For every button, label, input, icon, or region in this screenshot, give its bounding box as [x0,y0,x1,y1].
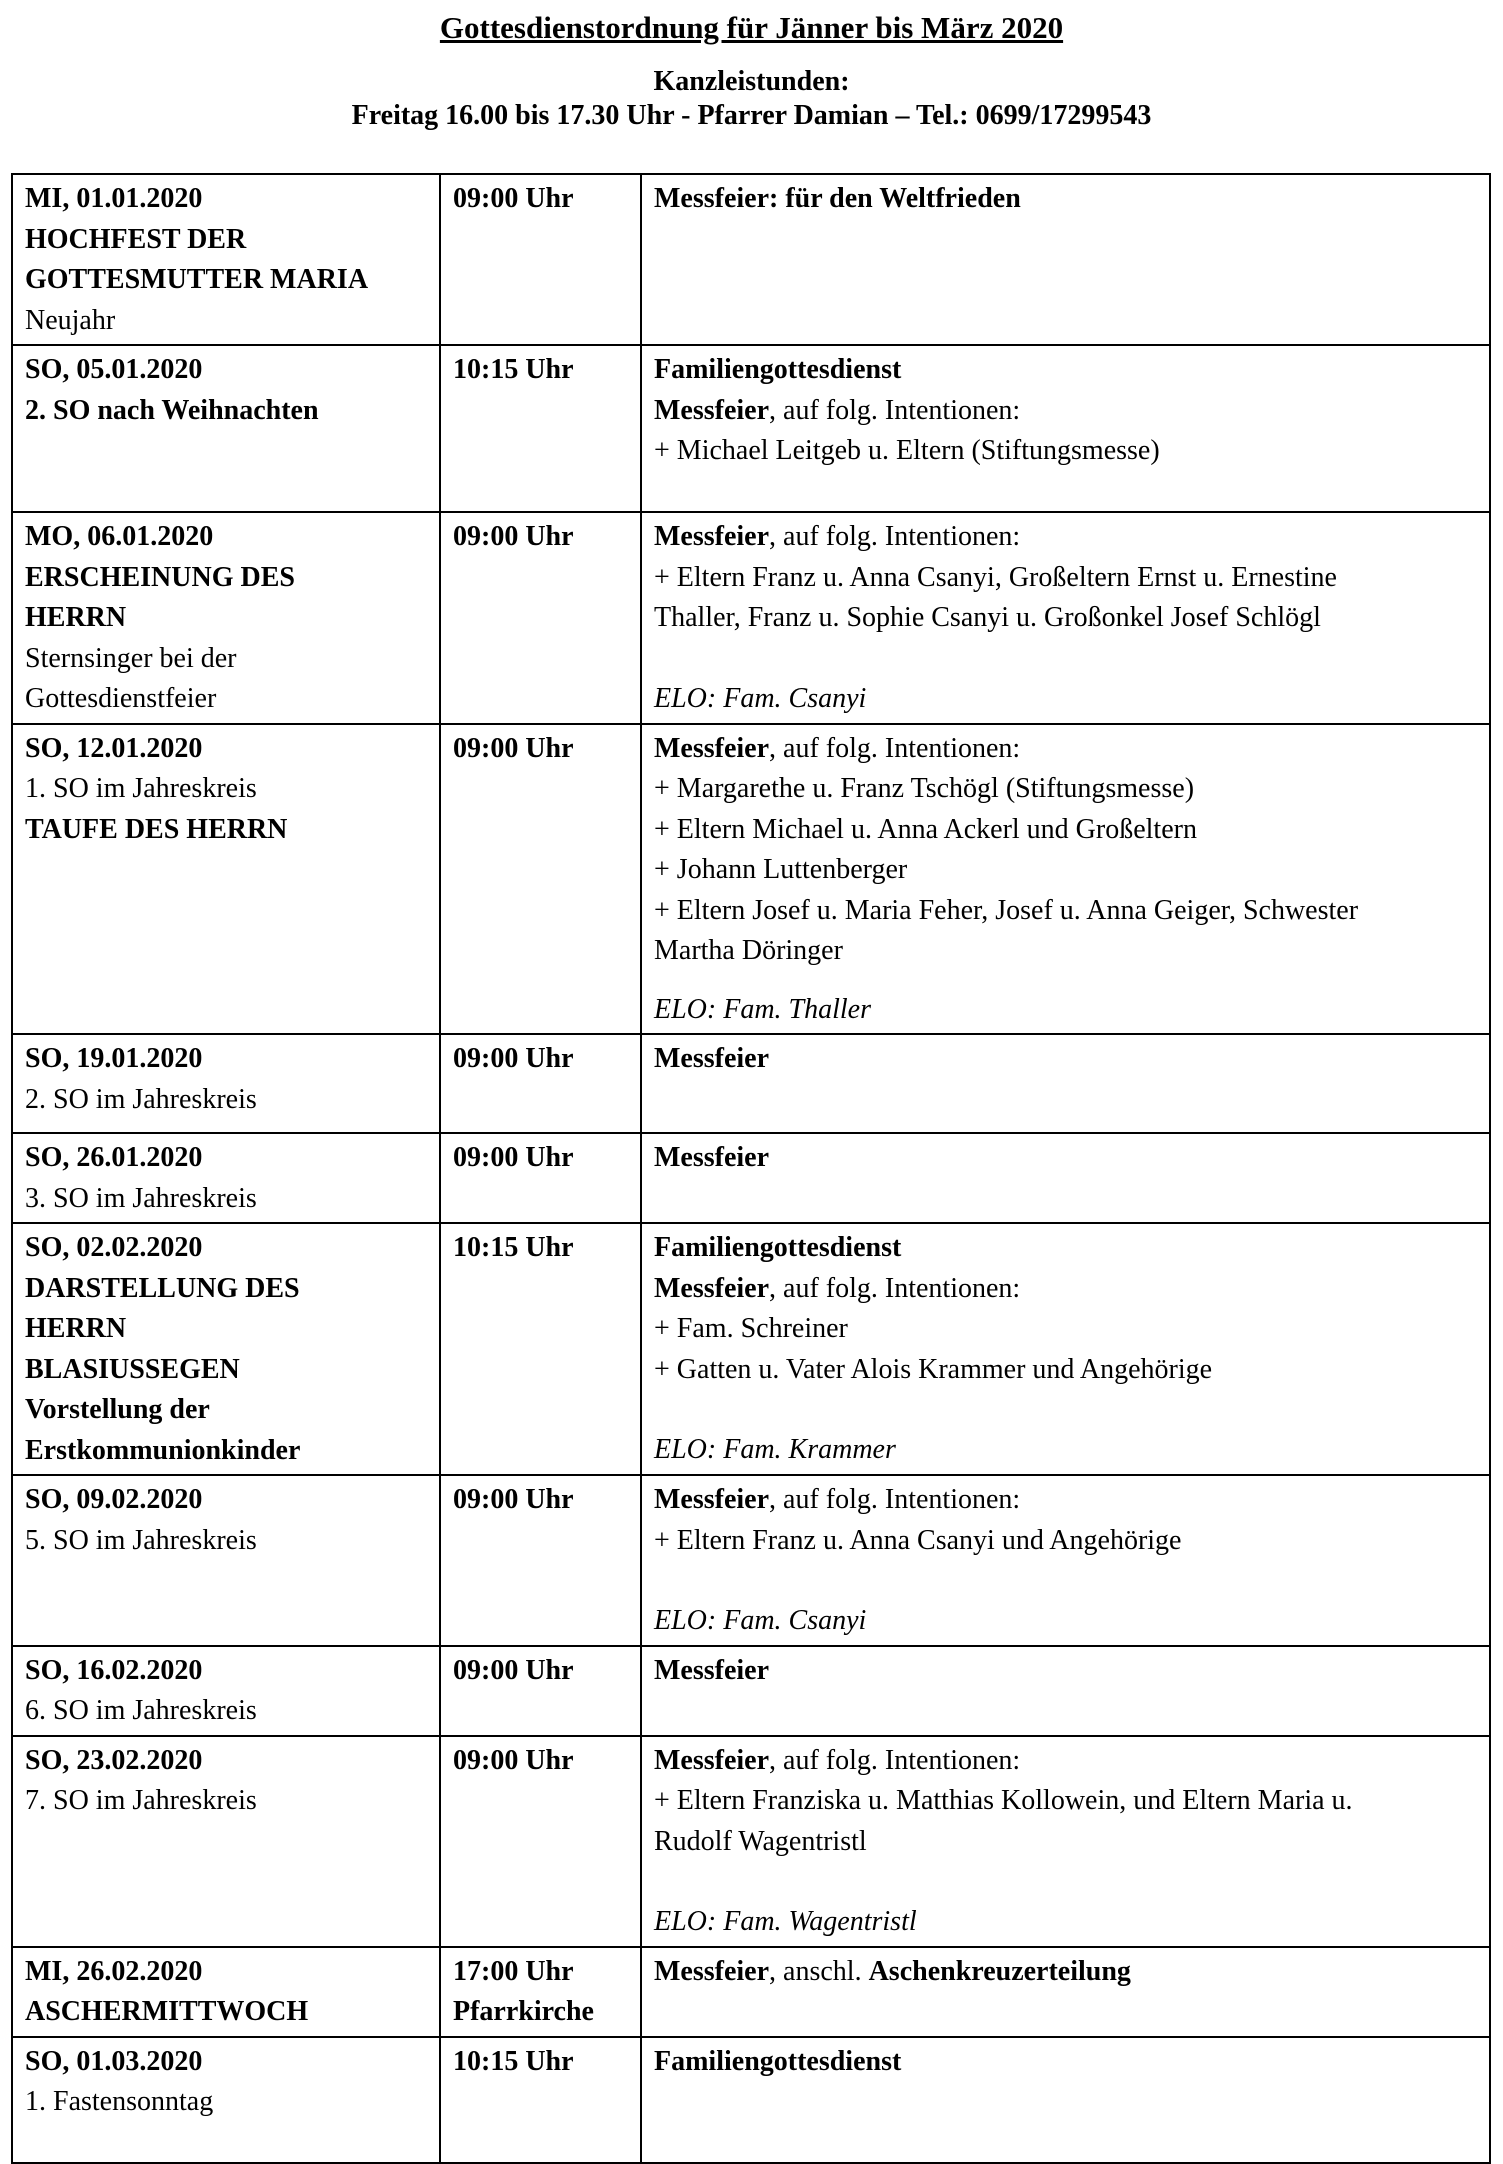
service-detail: , auf folg. Intentionen: [769,1272,1021,1304]
time: 09:00 Uhr [453,521,574,552]
table-row [12,1475,1490,1646]
service-title: Messfeier [654,1142,770,1173]
day-note: 5. SO im Jahreskreis [25,1524,257,1556]
date-cell [12,2037,440,2163]
intention: + Johann Luttenberger [654,854,908,885]
elo-note: ELO: Fam. Wagentristl [654,1906,917,1937]
service-title: Familiengottesdienst [654,2045,902,2077]
table-row [12,1947,1490,2037]
date: SO, 09.02.2020 [25,1484,203,1515]
service-detail: , auf folg. Intentionen: [769,1484,1021,1515]
service-type: Messfeier [654,1955,770,1987]
date: SO, 26.01.2020 [25,1142,203,1173]
time: 10:15 Uhr [453,2045,574,2077]
elo-note: ELO: Fam. Krammer [654,1434,896,1465]
date: SO, 01.03.2020 [25,2045,203,2077]
intention: Martha Döringer [654,935,843,966]
time-cell [440,345,641,512]
table-row [12,724,1490,1035]
time: 09:00 Uhr [453,1484,574,1515]
table-row [12,345,1490,512]
date-cell [12,174,440,345]
day-note: 7. SO im Jahreskreis [25,1785,257,1816]
time-cell [440,512,641,724]
service-type: Messfeier [654,732,770,764]
intention: + Michael Leitgeb u. Eltern (Stiftungsmesse) [654,435,1160,466]
service-schedule-table [11,173,1491,2164]
feast-name: 2. SO nach Weihnachten [25,394,319,426]
date: MO, 06.01.2020 [25,521,214,552]
time: 10:15 Uhr [453,354,574,385]
service-detail: , auf folg. Intentionen: [769,732,1021,764]
time: 17:00 Uhr [453,1955,574,1987]
feast-name: HOCHFEST DER [25,223,247,255]
date-cell [12,1736,440,1947]
service-detail: , auf folg. Intentionen: [769,521,1021,552]
time-cell [440,1646,641,1736]
intention: + Eltern Franz u. Anna Csanyi, Großeltern Ernst u. Ernestine [654,561,1337,593]
service-cell [641,1034,1490,1133]
time-cell [440,1475,641,1646]
date: SO, 16.02.2020 [25,1654,203,1686]
service-title: Messfeier [654,1043,770,1074]
intention: Rudolf Wagentristl [654,1825,867,1857]
date: MI, 01.01.2020 [25,183,203,214]
table-row [12,1223,1490,1475]
feast-name: TAUFE DES HERRN [25,813,288,845]
feast-name: ASCHERMITTWOCH [25,1996,309,2027]
table-row [12,1646,1490,1736]
time: 09:00 Uhr [453,1744,574,1776]
service-extra: Aschenkreuzerteilung [868,1955,1131,1987]
service-cell [641,1947,1490,2037]
service-cell [641,1223,1490,1475]
date-cell [12,1034,440,1133]
time: 09:00 Uhr [453,732,574,764]
date-cell [12,1646,440,1736]
table-row [12,2037,1490,2163]
service-cell [641,345,1490,512]
service-detail: , auf folg. Intentionen: [769,394,1021,426]
elo-note: ELO: Fam. Csanyi [654,682,867,714]
intention: + Eltern Josef u. Maria Feher, Josef u. Anna Geiger, Schwester [654,894,1359,926]
date: SO, 05.01.2020 [25,354,203,385]
service-title: Messfeier: für den Weltfrieden [654,183,1021,214]
day-note: 1. Fastensonntag [25,2086,214,2117]
location: Pfarrkirche [453,1996,594,2027]
feast-name: HERRN [25,602,127,633]
feast-name: Erstkommunionkinder [25,1434,301,1466]
date: MI, 26.02.2020 [25,1955,203,1987]
table-row [12,1133,1490,1223]
office-hours-text: Freitag 16.00 bis 17.30 Uhr - Pfarrer Damian – Tel.: 0699/17299543 [351,100,1152,131]
time-cell [440,1947,641,2037]
service-cell [641,174,1490,345]
intention: + Fam. Schreiner [654,1313,848,1344]
service-detail: , anschl. [769,1955,869,1987]
feast-name: ERSCHEINUNG DES [25,561,295,593]
table-row [12,1034,1490,1133]
date: SO, 12.01.2020 [25,732,203,764]
elo-note: ELO: Fam. Thaller [654,993,871,1025]
day-note: Gottesdienstfeier [25,683,217,714]
feast-name: HERRN [25,1313,127,1344]
date-cell [12,512,440,724]
date: SO, 19.01.2020 [25,1043,203,1074]
feast-name: DARSTELLUNG DES [25,1272,300,1304]
service-type: Messfeier [654,394,770,426]
time: 09:00 Uhr [453,183,574,214]
feast-name: Vorstellung der [25,1394,210,1425]
day-note: Sternsinger bei der [25,642,237,674]
service-cell [641,2037,1490,2163]
service-cell [641,512,1490,724]
table-row [12,512,1490,724]
elo-note: ELO: Fam. Csanyi [654,1605,867,1636]
time-cell [440,1133,641,1223]
service-cell [641,1475,1490,1646]
service-cell [641,1646,1490,1736]
service-type: Messfeier [654,1272,770,1304]
time: 09:00 Uhr [453,1142,574,1173]
day-note: 6. SO im Jahreskreis [25,1695,257,1726]
time-cell [440,1223,641,1475]
service-title: Messfeier [654,1654,770,1686]
office-hours-label: Kanzleistunden: [653,66,850,97]
time: 10:15 Uhr [453,1232,574,1263]
service-cell [641,1736,1490,1947]
time: 09:00 Uhr [453,1654,574,1686]
day-note: 2. SO im Jahreskreis [25,1083,257,1115]
service-type: Messfeier [654,1744,770,1776]
time-cell [440,1736,641,1947]
intention: + Eltern Franziska u. Matthias Kollowein, und Eltern Maria u. [654,1785,1353,1816]
service-type: Messfeier [654,1484,770,1515]
intention: Thaller, Franz u. Sophie Csanyi u. Großonkel Josef Schlögl [654,602,1321,633]
service-title: Familiengottesdienst [654,1232,902,1263]
date-cell [12,1475,440,1646]
date: SO, 02.02.2020 [25,1232,203,1263]
service-type: Messfeier [654,521,770,552]
date-cell [12,724,440,1035]
service-cell [641,724,1490,1035]
day-note: 3. SO im Jahreskreis [25,1182,257,1214]
intention: + Margarethe u. Franz Tschögl (Stiftungsmesse) [654,773,1195,804]
time: 09:00 Uhr [453,1043,574,1074]
page-title: Gottesdienstordnung für Jänner bis März 2020 [439,10,1064,45]
day-note: Neujahr [25,304,116,336]
time-cell [440,724,641,1035]
intention: + Eltern Michael u. Anna Ackerl und Großeltern [654,813,1197,845]
service-cell [641,1133,1490,1223]
feast-name: GOTTESMUTTER MARIA [25,264,369,295]
date-cell [12,1223,440,1475]
day-note: 1. SO im Jahreskreis [25,773,257,804]
service-title: Familiengottesdienst [654,354,902,385]
date: SO, 23.02.2020 [25,1744,203,1776]
time-cell [440,1034,641,1133]
feast-name: BLASIUSSEGEN [25,1353,240,1385]
time-cell [440,174,641,345]
table-row [12,174,1490,345]
table-row [12,1736,1490,1947]
time-cell [440,2037,641,2163]
service-detail: , auf folg. Intentionen: [769,1744,1021,1776]
date-cell [12,1947,440,2037]
intention: + Gatten u. Vater Alois Krammer und Angehörige [654,1353,1213,1385]
intention: + Eltern Franz u. Anna Csanyi und Angehörige [654,1524,1182,1556]
date-cell [12,1133,440,1223]
date-cell [12,345,440,512]
